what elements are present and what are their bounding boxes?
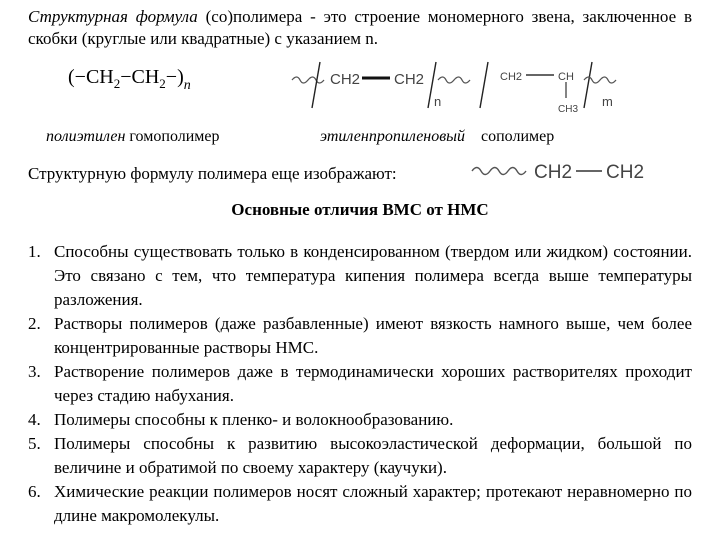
- pe-formula-mid: −CH: [120, 66, 160, 88]
- pe-formula-sub1: 2: [113, 76, 121, 91]
- list-item-number: 1.: [28, 242, 41, 261]
- ep1-left-wavy-bond: [292, 77, 324, 83]
- ep-caption: [320, 128, 554, 146]
- polyethylene-formula: [68, 66, 191, 94]
- list-item-text: Растворение полимеров даже в термодинамически хороших растворителях проходит через стадию набухания.: [54, 362, 692, 405]
- list-item-text: Полимеры способны к развитию высокоэластической деформации, большой по величине и обратимой по своему характеру (каучуки).: [54, 434, 692, 477]
- pe-formula-close: −): [165, 66, 184, 88]
- ep2-m-label: m: [602, 94, 613, 109]
- intro-term: Структурная формула: [28, 7, 198, 26]
- ep2-right-bracket: [584, 62, 592, 108]
- ethylene-propylene-formula-diagram: [286, 54, 626, 120]
- list-item: [28, 480, 692, 528]
- structure-line-text: Структурную формулу полимера еще изображают:: [28, 164, 397, 183]
- list-item-number: 5.: [28, 434, 41, 453]
- pe-caption: [46, 128, 220, 146]
- pe-formula-sub2: 2: [159, 76, 166, 91]
- ep2-ch-label: CH: [558, 71, 574, 83]
- wavy-formula-diagram: [468, 152, 692, 188]
- list-item-text: Способны существовать только в конденсированном (твердом или жидком) состоянии. Это связано с тем, что температура кипения полимера всегда выше температуры разложения.: [54, 242, 692, 309]
- list-item-number: 3.: [28, 362, 41, 381]
- list-item: [28, 312, 692, 360]
- pe-formula-open: (−CH: [68, 66, 114, 88]
- differences-list: [28, 240, 692, 528]
- pe-caption-name: полиэтилен: [46, 128, 126, 145]
- ep1-ch2a-label: CH2: [330, 71, 361, 88]
- ep2-left-bracket: [480, 62, 488, 108]
- pe-formula-n: n: [183, 78, 191, 93]
- pe-caption-type: гомополимер: [129, 128, 220, 145]
- ep-caption-name: этиленпропиленовый: [320, 128, 466, 145]
- list-item: [28, 408, 692, 432]
- ep2-ch3-label: CH3: [558, 104, 579, 115]
- list-item: [28, 432, 692, 480]
- list-item-number: 6.: [28, 482, 41, 501]
- list-item: [28, 240, 692, 312]
- wavy-bond: [472, 168, 526, 175]
- list-item-number: 2.: [28, 314, 41, 333]
- list-item-text: Растворы полимеров (даже разбавленные) имеют вязкость намного выше, чем более концентрированные растворы НМС.: [54, 314, 692, 357]
- section-heading: Основные отличия ВМС от НМС: [231, 200, 489, 219]
- ep1-ch2b-label: CH2: [394, 71, 425, 88]
- list-item-number: 4.: [28, 410, 41, 429]
- wavy-ch2b-label: CH2: [606, 162, 645, 183]
- ep-middle-wavy-bond: [438, 77, 470, 83]
- list-item-text: Химические реакции полимеров носят сложный характер; протекают неравномерно по длине макромолекулы.: [54, 482, 692, 525]
- ep-caption-type: сополимер: [481, 128, 555, 145]
- list-item-text: Полимеры способны к пленко- и волокнообразованию.: [54, 410, 454, 429]
- intro-text: (со)полимера - это строение мономерного звена, заключенное в скобки (круглые или квадратные) с указанием n.: [28, 7, 692, 48]
- intro-paragraph: [28, 6, 692, 50]
- ep1-n-label: n: [434, 94, 442, 109]
- wavy-ch2a-label: CH2: [534, 162, 573, 183]
- list-item: [28, 360, 692, 408]
- ep1-left-bracket: [312, 62, 320, 108]
- ep2-ch2-label: CH2: [500, 71, 523, 83]
